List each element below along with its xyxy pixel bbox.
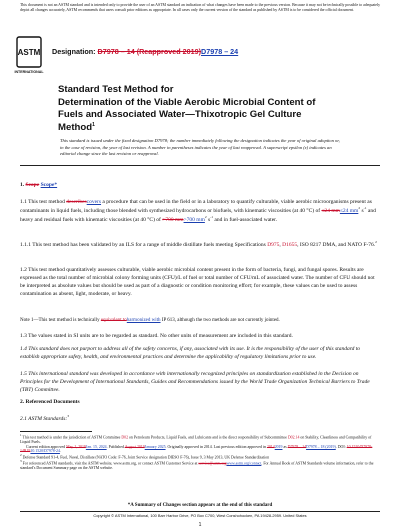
referenced-documents-heading: 2. Referenced Documents (20, 399, 80, 405)
issuance-note: This standard is issued under the fixed designation D7978; the number immediately following the designation indicates the year of original adoption or, in the case of revision, the year of last revision. A number in parentheses indicates the year of last reapproval. A superscript epsilon (ε) indicates an editorial change since the last revision or reapproval. (60, 138, 340, 157)
title-line-2: Determination of the Viable Aerobic Microbial Content of (58, 96, 316, 108)
note-1: Note 1—This test method is technically equivalent toharmonized with IP 613, although the two methods are not currently jointed. (20, 318, 280, 323)
disclaimer: This document is not an ASTM standard and is intended only to provide the user of an ASTM standard an indication of what changes have been made to the previous version. Because it may not be technically possible to adequately depict all changes accurately, ASTM recommends that users consult prior editions as appropriate. In all cases only the current version of the standard as published by ASTM is to be considered the official document. (20, 3, 381, 12)
section-1-1-1: 1.1.1 This test method has been validated by an ILS for a range of middle distillate fuels meeting Specifications D975, D1655, ISO 8217 DMA, and NATO F-76.$^2$ (20, 240, 377, 248)
link-d02-14[interactable]: D02.14 (287, 435, 300, 440)
title-line-4: Method (58, 122, 93, 134)
footnote-3: $^3$ For referenced ASTM standards, visit the ASTM website, www.astm.org, or contact ASTM Customer Service at service@astm.orgwww.astm.org/contact. For Annual Book of ASTM Standards volume information, refer to the standard's Document Summary page on the ASTM website. (20, 459, 374, 471)
title-footnote-ref: 1 (92, 121, 95, 128)
scope-heading: 1. Scope Scope* (20, 182, 58, 188)
footnote-divider (20, 431, 92, 432)
page-title (58, 84, 315, 135)
section-1-1: 1.1 This test method describescovers a procedure that can be used in the field or in a laboratory to quantify culturable, viable aerobic microorganisms present as contaminants in liquid fuels, including those blended with synthesized hydrocarbons or biofuels, with kinematic viscosities (at 40 °C) of ≤24 mm≤24 $mm^2$ $s^{-1}$ and heavy and residual fuels with kinematic viscosities (at 40 °C) of >700 mm>700 $mm^2$ $s^{-1}$ and in fuel-associated water. (20, 199, 376, 223)
copyright: Copyright © ASTM International, 100 Barr Harbor Drive, PO Box C700, West Conshohocken, PA 19428-2959. United States (93, 513, 307, 518)
section-1-3: 1.3 The values stated in SI units are to be regarded as standard. No other units of measurement are included in this standard. (20, 333, 293, 339)
footnotes (20, 434, 380, 471)
footnote-1b: Current edition approved May 1, 2019Jan. 15, 2024. Published August 2019January 2025. Originally approved in 2014. Last previous edition approved in 20142019 as D7978 – 14D7978 – 18 (2019). DOI: 10.1520/D7978-14R1910.1520/D7978-24. (20, 444, 373, 454)
summary-of-changes-note: *A Summary of Changes section appears at the end of this standard (127, 503, 273, 508)
designation-old: D7978 – 14 (Reapproved 2019) (97, 47, 202, 56)
title-line-3: Fuels and Associated Water—Thixotropic Gel Culture (58, 109, 302, 121)
page-number: 1 (198, 522, 202, 528)
astm-logo-icon (16, 36, 42, 76)
footnote-2: $^2$ Defense Standard 91-4, Fuel, Naval, Distillate (NATO Code: F-76, Joint Service designation DIESO F-76), Issue 9, 3 May 2013, UK Defense Standardization (20, 453, 270, 460)
link-d975[interactable]: D975 (267, 241, 280, 248)
section-1-5: 1.5 This international standard was developed in accordance with internationally recognized principles on standardization established in the Decision on Principles for the Development of International Standards, Guides and Recommendations issued by the World Trade Organization Technical Barriers to Trade (TBT) Committee. (20, 371, 370, 394)
logo-subtext: INTERNATIONAL (14, 70, 44, 74)
title-line-1: Standard Test Method for (58, 84, 174, 95)
section-1-4: 1.4 This standard does not purport to address all of the safety concerns, if any, associated with its use. It is the responsibility of the user of this standard to establish appropriate safety, health, and environmental practices and determine the applicability of regulatory limitations prior to use. (20, 346, 361, 361)
section-2-1: 2.1 ASTM Standards:$^3$ (20, 414, 69, 422)
designation (52, 47, 238, 56)
footer-divider (20, 511, 380, 512)
logo-text: ASTM (17, 48, 41, 57)
link-d02[interactable]: D02 (121, 435, 129, 440)
footnote-1: $^1$ This test method is under the jurisdiction of ASTM Committee D02 on Petroleum Products, Liquid Fuels, and Lubricants and is the direct responsibility of Subcommittee D02.14 on Stability, Cleanliness and Compatibility of Liquid Fuels. (20, 433, 372, 444)
section-1-2: 1.2 This test method quantitatively assesses culturable, viable aerobic microbial content present in the form of bacteria, fungi, and fungal spores. Results are expressed as the total number of microbial colony forming units (CFU)/L of fuel or total number of CFU/mL of associated water. The number of CFU should not be interpreted as absolute values but should be used as part of a diagnostic or condition monitoring effort; for example, these values can be used to assess contamination as absent, light, moderate, or heavy. (20, 267, 375, 298)
divider (20, 165, 380, 166)
designation-new: D7978 – 24 (201, 47, 239, 56)
designation-label: Designation: (52, 47, 96, 56)
link-d1655[interactable]: D1655 (282, 241, 298, 248)
